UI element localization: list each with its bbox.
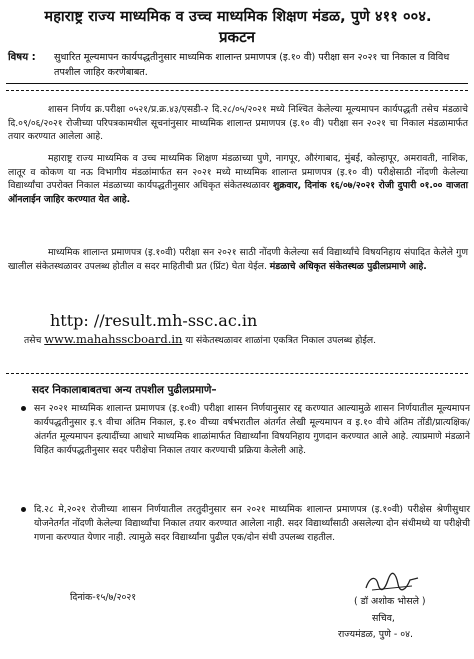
board-website-link[interactable]: www.mahahsscboard.in — [44, 332, 183, 346]
notice-heading: प्रकटन — [219, 28, 255, 46]
paragraph-2-bold: शुक्रवार, दिनांक १६/०७/२०२१ रोजी दुपारी ०१.०० वाजता ऑनलाईन जाहिर करण्यात येत आहे. — [8, 180, 468, 205]
paragraph-1: शासन निर्णय क्र.परीक्षा ०५२१/प्र.क्र.४३/एसडी-२ दि.२८/०५/२०२१ मध्ये निश्चित केलेल्या मूल्यमापन कार्यपद्धती तसेच मंडळाचे दि.०९/०६/२०२१ रोजीच्या परिपत्रकामधील सूचनांनुसार माध्यमिक शालान्त प्रमाणपत्र (इ.१० वी) परीक्षा सन २०२१ चा निकाल मंडळामार्फत तयार करण्यात आलेला आहे. — [8, 104, 468, 143]
paragraph-2-text: महाराष्ट्र राज्य माध्यमिक व उच्च माध्यमिक शिक्षण मंडळाच्या पुणे, नागपूर, औरंगाबाद, मुंबई, कोल्हापूर, अमरावती, नाशिक, लातूर व कोकण या नऊ विभागीय मंडळांमार्फत सन २०२१ मध्ये माध्यमिक शालान्त प्रमाणपत्र (इ.१० वी) परीक्षेसाठी नोंदणी केलेल्या विद्यार्थ्यांचा उपरोक्त निकाल मंडळाच्या कार्यपद्धतीनुसार अधिकृत संकेतस्थळावर — [8, 153, 468, 192]
signatory-place: राज्यमंडळ, पुणे - ०४. — [338, 629, 413, 640]
detail-bullet-2 — [34, 503, 470, 545]
detail-bullet-2-text: दि.२८ मे,२०२१ रोजीच्या शासन निर्णयातील तरतुदीनुसार सन २०२१ माध्यमिक शालान्त प्रमाणपत्र (इ.१०वी) परीक्षेस श्रेणीसुधार योजनेतर्गत नोंदणी केलेल्या विद्यार्थ्यांचा निकाल तयार करण्यात आलेला नाही. सदर विद्यार्थ्यांसाठी असलेल्या दोन संधीमध्ये या परीक्षेची गणना करण्यात येणार नाही. त्यामुळे सदर विद्यार्थ्यांना पुढील एक/दोन संधी उपलब्ध राहतील. — [34, 504, 470, 543]
board-title: महाराष्ट्र राज्य माध्यमिक व उच्च माध्यमिक शिक्षण मंडळ, पुणे ४११ ००४. — [44, 9, 432, 25]
paragraph-3-text: माध्यमिक शालान्त प्रमाणपत्र (इ.१०वी) परीक्षा सन २०२१ साठी नोंदणी केलेल्या सर्व विद्यार्थ्यांचे विषयनिहाय संपादित केलेले गुण खालील संकेतस्थळावर उपलब्ध होतील व सदर माहितीची प्रत (प्रिंट) घेता येईल. — [8, 247, 468, 272]
school-results-line — [24, 332, 468, 348]
detail-bullet-1 — [34, 402, 470, 458]
result-website-link[interactable]: http: //result.mh-ssc.ac.in — [50, 311, 258, 330]
paragraph-2 — [8, 152, 468, 206]
url2-suffix: या संकेतस्थळावर शाळांना एकत्रित निकाल उपलब्ध होईल. — [185, 335, 376, 346]
signatory-title: सचिव, — [372, 613, 395, 624]
dashed-divider — [6, 90, 468, 91]
signature-mark — [362, 572, 422, 594]
paragraph-3-bold: मंडळाचे अधिकृत संकेतस्थळ पुढीलप्रमाणे आहे. — [269, 260, 427, 272]
paragraph-3 — [8, 246, 468, 273]
detail-bullet-1-text: सन २०२१ माध्यमिक शालान्त प्रमाणपत्र (इ.१०वी) परीक्षा शासन निर्णयानुसार रद्द करण्यात आल्यामुळे शासन निर्णयातील मूल्यमापन कार्यपद्धतीनुसार इ.९ वीचा अंतिम निकाल, इ.१० वीच्या वर्षभरातील अंतर्गत लेखी मूल्यमापन व इ.१० वीचे अंतिम तोंडी/प्रात्यक्षिक/अंतर्गत मूल्यमापन इत्यादींच्या आधारे माध्यमिक शाळांमार्फत विद्यार्थ्यांना विषयनिहाय गुणदान करण्यात आले आहे. त्याप्रमाणे मंडळाने विहित कार्यपद्धतीनुसार सदर परीक्षेचा निकाल तयार करण्याची प्रक्रिया केलेली आहे. — [34, 403, 470, 456]
signatory-name: ( डॉ अशोक भोसले ) — [354, 596, 426, 607]
subject-text: सुधारित मूल्यमापन कार्यपद्धतीनुसार माध्यमिक शालान्त प्रमाणपत्र (इ.१० वी) परीक्षा सन २०२१ चा निकाल व विविध तपशील जाहिर करणेबाबत. — [54, 52, 450, 78]
subject-underline — [6, 83, 468, 84]
bullet-dot — [21, 507, 26, 512]
url2-prefix: तसेच — [24, 335, 42, 346]
subject-label: विषय : — [8, 52, 36, 63]
details-heading: सदर निकालाबाबतचा अन्य तपशील पुढीलप्रमाणे– — [32, 384, 217, 396]
subject-block — [6, 50, 468, 80]
notice-date: दिनांक-१५/७/२०२१ — [70, 592, 137, 603]
bullet-dot — [21, 406, 26, 411]
section-divider — [6, 373, 468, 374]
